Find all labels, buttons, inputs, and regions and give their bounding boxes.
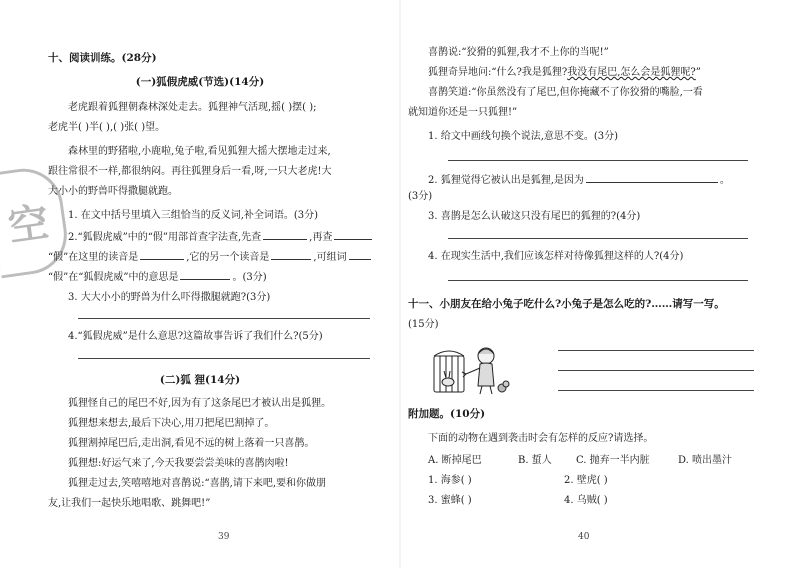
r-line1: 喜鹊说:“狡猾的狐狸,我才不上你的当呢!” — [428, 47, 609, 58]
p1-line3: 森林里的野猪啦,小鹿啦,兔子啦,看见狐狸大摇大摆地走过来, — [68, 146, 331, 157]
answer-blank[interactable] — [263, 229, 307, 240]
answer-blank[interactable] — [140, 249, 184, 260]
passage1-title: (一)狐假虎威(节选)(14分) — [135, 76, 265, 88]
rquestion-4: 4. 在现实生活中,我们应该怎样对待像狐狸这样的人?(4分) — [428, 251, 684, 262]
rquestion-2: 2. 狐狸觉得它被认出是狐狸,是因为 。 — [428, 172, 730, 187]
p1-line5: 大小小的野兽吓得撒腿就跑。 — [48, 186, 178, 197]
answer-line[interactable] — [448, 280, 748, 281]
child-feeding-rabbit-illustration — [430, 340, 514, 398]
choice-item[interactable]: 3. 蜜蜂( ) — [428, 495, 472, 506]
p2-line2: 狐狸想来想去,最后下决心,用刀把尾巴割掉了。 — [68, 418, 275, 429]
answer-line[interactable] — [558, 390, 754, 391]
r-line2: 狐狸奇异地问:“什么?我是狐狸?我没有尾巴,怎么会是狐狸呢?” — [428, 67, 701, 78]
extra-title: 附加题。(10分) — [408, 408, 486, 420]
question-2-line2: “假”在这里的读音是 ,它的另一个读音是 ,可组词 — [48, 249, 373, 264]
p2-line3: 狐狸割掉尾巴后,走出洞,看见不远的树上落着一只喜鹊。 — [68, 438, 315, 449]
page-number-right: 40 — [578, 532, 590, 542]
answer-blank[interactable] — [349, 249, 371, 260]
p1-line2: 老虎半( )半( ),( )张( )望。 — [48, 122, 166, 133]
p1-line4: 跟往常很不一样,都很纳闷。再往狐狸身后一看,呀,一只大老虎!大 — [48, 166, 332, 177]
extra-prompt: 下面的动物在遇到袭击时会有怎样的反应?请选择。 — [428, 433, 654, 444]
answer-blank[interactable] — [180, 269, 230, 280]
p1-line1: 老虎跟着狐狸朝森林深处走去。狐狸神气活现,摇( )摆( ); — [68, 102, 317, 113]
answer-blank[interactable] — [271, 249, 311, 260]
answer-line[interactable] — [78, 318, 370, 319]
question-2-line1: 2.“狐假虎威”中的“假”用部首查字法查,先查 ,再查 — [68, 229, 374, 244]
p2-line4: 狐狸想:好运气来了,今天我要尝尝美味的喜鹊肉啦! — [68, 458, 289, 469]
answer-line[interactable] — [558, 350, 754, 351]
rquestion-3: 3. 喜鹊是怎么认破这只没有尾巴的狐狸的?(4分) — [428, 211, 641, 222]
p2-line6: 友,让我们一起快乐地唱歌、跳舞吧!” — [48, 498, 211, 509]
answer-blank[interactable] — [586, 172, 718, 183]
question-3: 3. 大大小小的野兽为什么吓得撒腿就跑?(3分) — [68, 292, 271, 303]
option-b: B. 蜇人 — [518, 455, 552, 466]
rquestion-2-points: (3分) — [408, 191, 433, 202]
rquestion-1: 1. 给文中画线句换个说法,意思不变。(3分) — [428, 131, 619, 142]
r-line3: 喜鹊笑道:“你虽然没有了尾巴,但你掩藏不了你狡猾的嘴脸,一看 — [428, 87, 703, 98]
option-c: C. 抛弃一半内脏 — [576, 455, 650, 466]
section-11-title: 十一、小朋友在给小兔子吃什么?小兔子是怎么吃的?……请写一写。 — [408, 298, 725, 310]
passage2-title: (二)狐 狸(14分) — [159, 374, 241, 386]
section-title-reading: 十、阅读训练。(28分) — [48, 52, 157, 64]
answer-line[interactable] — [448, 160, 748, 161]
answer-blank[interactable] — [334, 229, 372, 240]
watermark-stamp: 空 — [0, 164, 72, 279]
page-number-left: 39 — [218, 532, 230, 542]
question-2-line3: “假”在“狐假虎威”中的意思是 。(3分) — [48, 269, 267, 284]
option-a: A. 断掉尾巴 — [428, 455, 482, 466]
choice-item[interactable]: 1. 海参( ) — [428, 475, 472, 486]
p2-line5: 狐狸走过去,笑嘻嘻地对喜鹊说:“喜鹊,请下来吧,要和你做朋 — [68, 478, 327, 489]
answer-line[interactable] — [558, 370, 754, 371]
question-1: 1. 在文中括号里填入三组恰当的反义词,补全词语。(3分) — [68, 210, 319, 221]
question-4: 4.“狐假虎威”是什么意思?这篇故事告诉了我们什么?(5分) — [68, 331, 323, 342]
answer-line[interactable] — [78, 358, 370, 359]
answer-line[interactable] — [448, 238, 748, 239]
right-page — [400, 0, 800, 568]
underlined-sentence: 我没有尾巴,怎么会是狐狸呢? — [567, 67, 696, 78]
choice-item[interactable]: 4. 乌贼( ) — [564, 495, 608, 506]
r-line4: 就知道你还是一只狐狸!” — [408, 107, 518, 118]
choice-item[interactable]: 2. 壁虎( ) — [564, 475, 608, 486]
p2-line1: 狐狸怪自己的尾巴不好,因为有了这条尾巴才被认出是狐狸。 — [68, 398, 332, 409]
option-d: D. 喷出墨汁 — [678, 455, 733, 466]
section-11-points: (15分) — [408, 319, 439, 330]
